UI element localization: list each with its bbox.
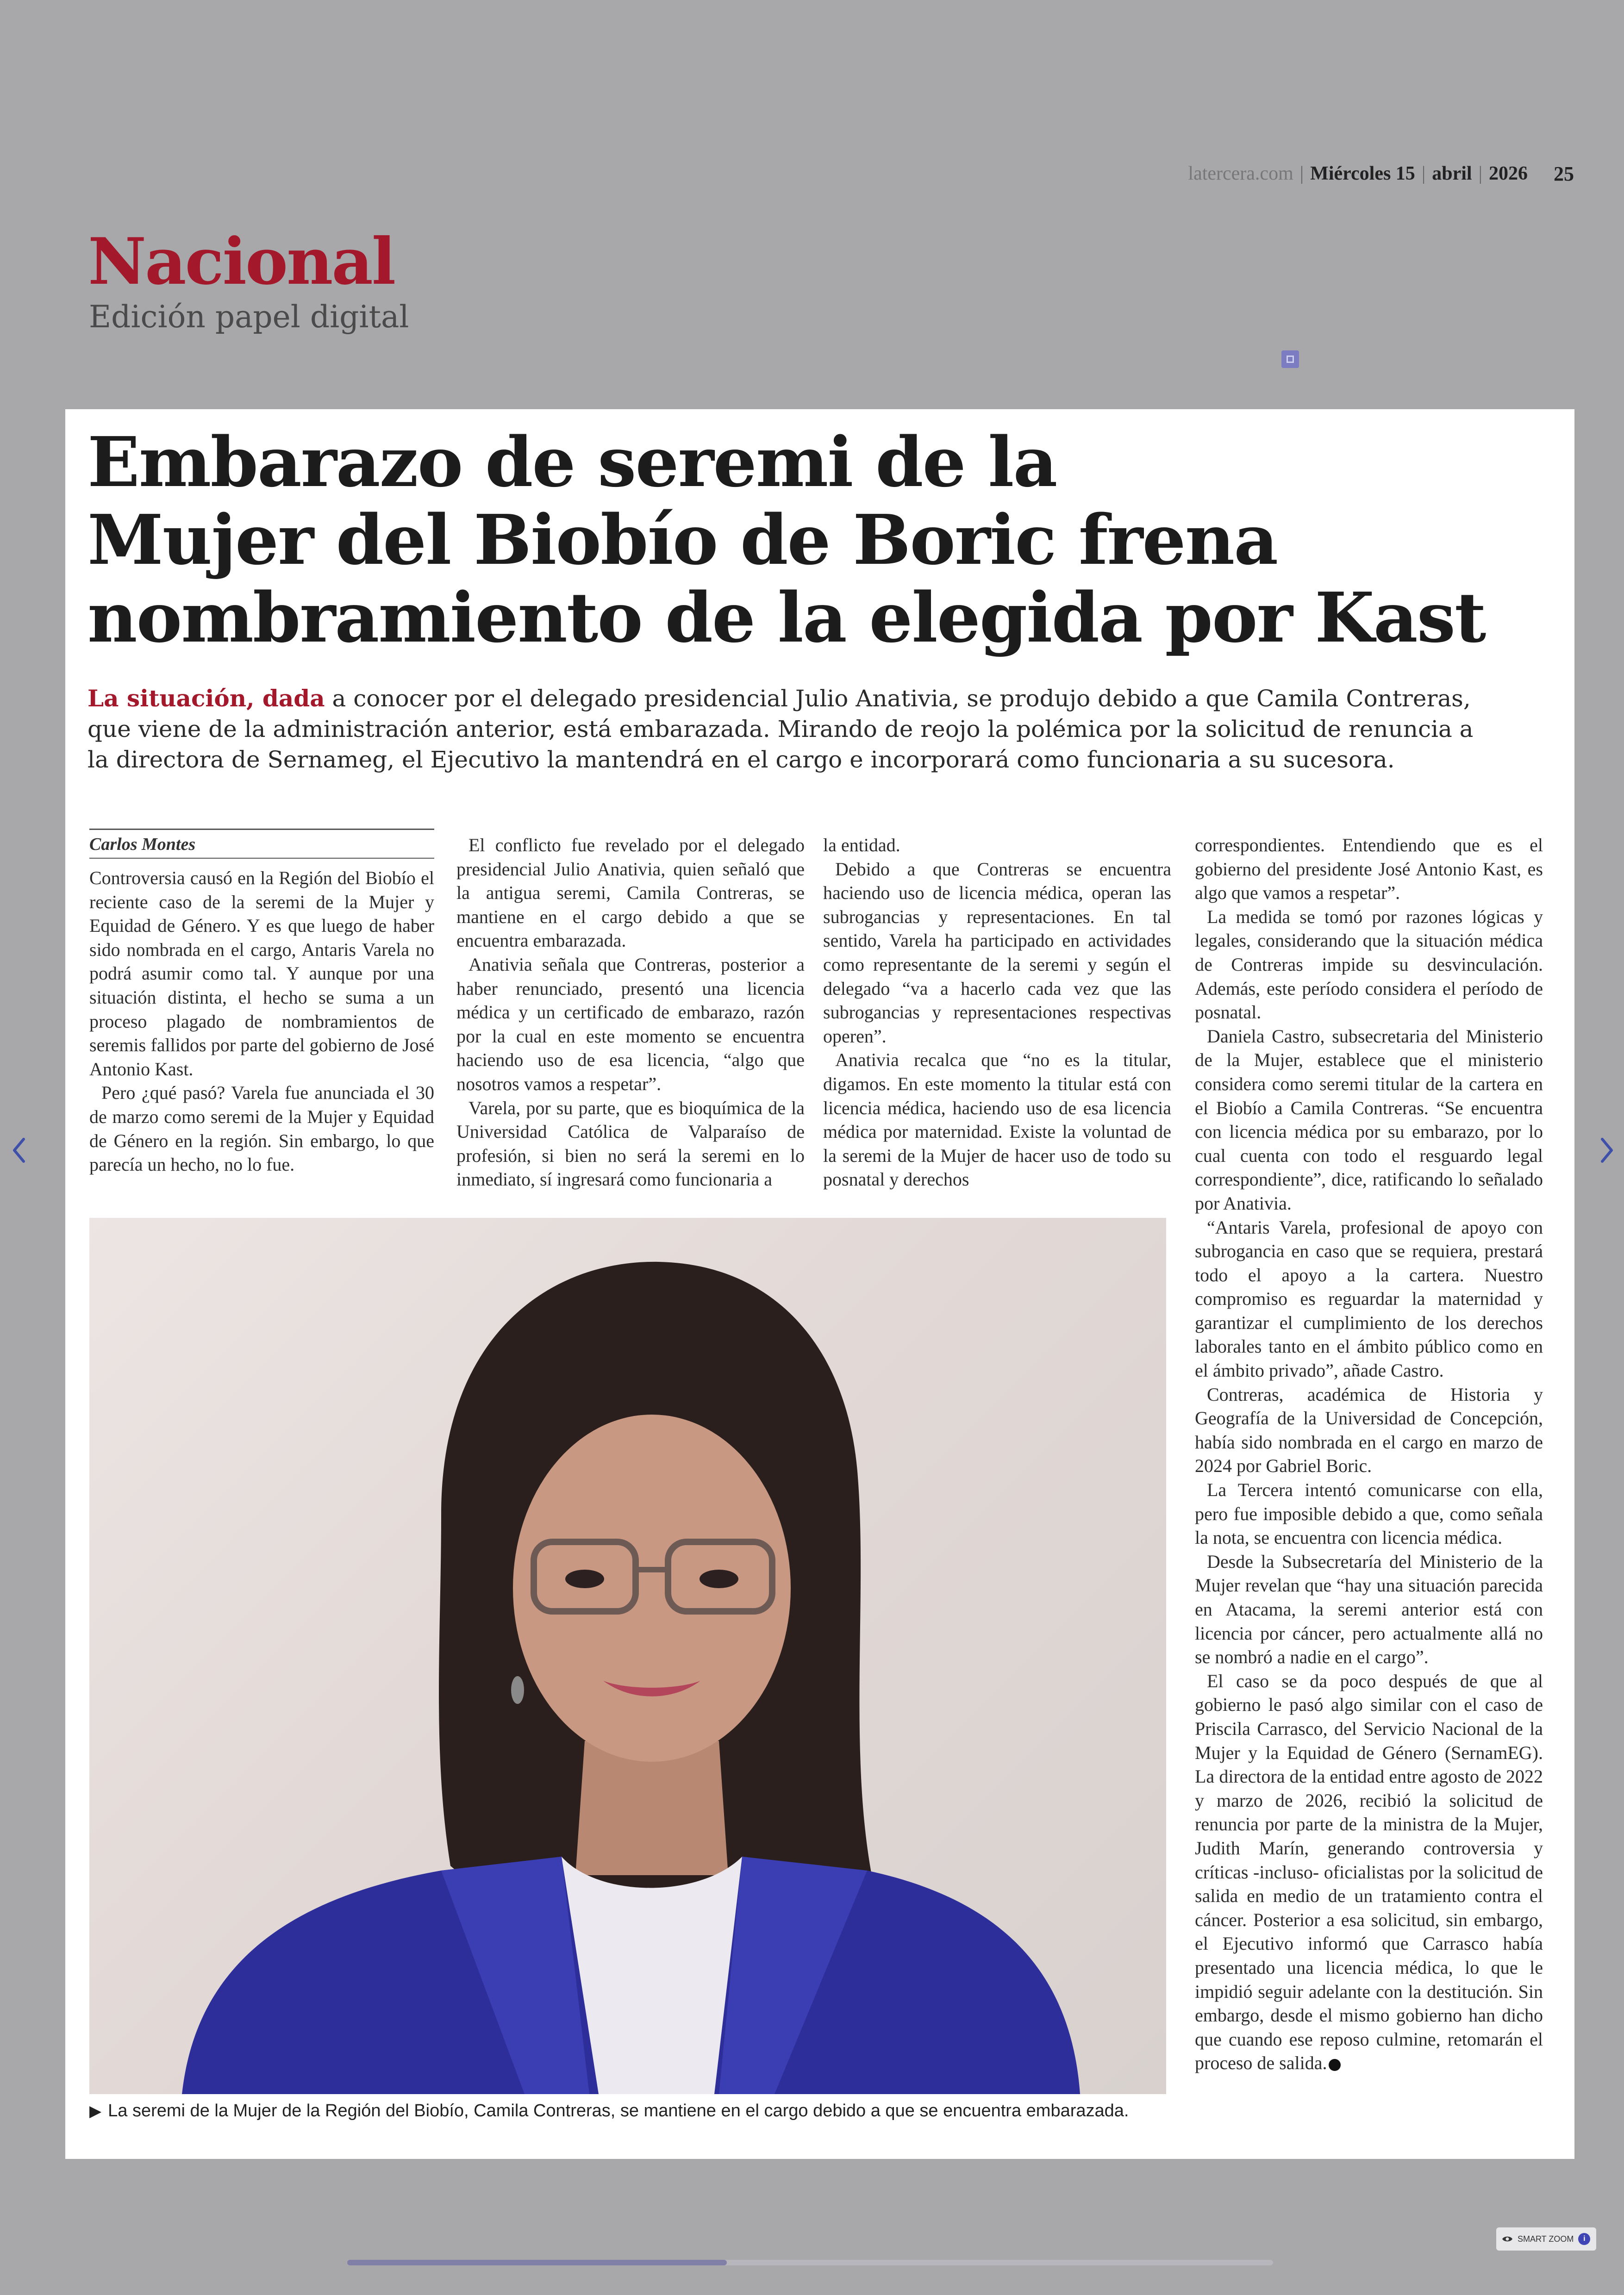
paragraph: El conflicto fue revelado por el delegado presidencial Julio Anativia, quien señaló que la antigua seremi, Camila Contreras, se mantiene en el cargo debido a que se encuentra embarazada. (456, 835, 805, 951)
dateline (995, 160, 1574, 187)
page-scrollbar[interactable] (347, 2260, 1273, 2265)
caption-text: La seremi de la Mujer de la Región del Biobío, Camila Contreras, se mantiene en el cargo debido a que se encuentra embarazada. (108, 2101, 1129, 2120)
section-subtitle: Edición papel digital (89, 299, 409, 335)
paragraph: Anativia recalca que “no es la titular, digamos. En este momento la titular está con licencia médica, haciendo uso de esa licencia médica por maternidad. Existe la voluntad de la seremi de la Mujer de hacer uso de todo su posnatal y derechos (823, 1049, 1171, 1190)
smart-zoom-label: SMART ZOOM (1518, 2234, 1574, 2244)
headline-line: Embarazo de seremi de la (87, 422, 1057, 502)
separator: | (1299, 163, 1304, 184)
paragraph: Contreras, académica de Historia y Geografía de la Universidad de Concepción, había sido nombrada en el cargo en marzo de 2024 por Gabriel Boric. (1195, 1384, 1543, 1477)
headline-line: nombramiento de la elegida por Kast (87, 577, 1486, 658)
caption-arrow-icon: ▶ (89, 2102, 102, 2120)
separator: | (1478, 163, 1482, 184)
chevron-right-icon (1598, 1136, 1616, 1164)
byline: Carlos Montes (89, 829, 434, 859)
lead-text: a conocer por el delegado presidencial Julio Anativia, se produjo debido a que Camila Contreras, que viene de la administración anterior, está embarazada. Mirando de reojo la polémica por la solicitud de renuncia a la directora de Sernameg, el Ejecutivo la mantendrá en el cargo e incorporará como funcionaria a su sucesora. (87, 685, 1474, 773)
paragraph: La Tercera intentó comunicarse con ella, pero fue imposible debido a que, como señala la nota, se encuentra con licencia médica. (1195, 1479, 1543, 1548)
eye-icon (1502, 2235, 1513, 2243)
paragraph: Controversia causó en la Región del Biobío el reciente caso de la seremi de la Mujer y Equidad de Género. Y es que luego de haber sido nombrada en el cargo, Antaris Varela no podrá asumir como tal. Y aunque por una situación distinta, el hecho se suma a un proceso plagado de nombramientos de seremis fallidos por parte del gobierno de José Antonio Kast. (89, 867, 434, 1079)
paragraph: Desde la Subsecretaría del Ministerio de la Mujer revelan que “hay una situación parecida en Atacama, la seremi anterior está con licencia por cáncer, pero actualmente allá no se nombró a nadie en el cargo”. (1195, 1551, 1543, 1668)
site-name: latercera.com (1188, 163, 1293, 184)
section-title: Nacional (88, 224, 395, 299)
article-photo (89, 1218, 1166, 2094)
paragraph-text: El caso se da poco después de que al gobierno le pasó algo similar con el caso de Priscila Carrasco, del Servicio Nacional de la Mujer y la Equidad de Género (SernamEG). La directora de la entidad entre agosto de 2022 y marzo de 2026, recibió la solicitud de renuncia por parte de la ministra de la Mujer, Judith Marín, generando controversia y críticas -incluso- oficialistas por la solicitud de salida en medio de un tratamiento contra el cáncer. Posterior a esa solicitud, sin embargo, el Ejecutivo informó que Carrasco había presentado una licencia médica, lo que le impidió seguir adelante con la destitución. Sin embargo, desde el mismo gobierno han dicho que cuando ese reposo culmine, retomarán el proceso de salida. (1195, 1670, 1543, 2074)
end-mark-icon (1329, 2059, 1341, 2071)
separator: | (1421, 163, 1426, 184)
page-number: 25 (1554, 162, 1574, 185)
column-1 (89, 829, 434, 1177)
headline-line: Mujer del Biobío de Boric frena (87, 499, 1278, 580)
expand-icon[interactable] (1281, 350, 1299, 368)
paragraph: “Antaris Varela, profesional de apoyo con subrogancia en caso que se requiera, prestará todo el apoyo a la cartera. Nuestro compromiso es reguardar la maternidad y garantizar el cumplimiento de los derechos laborales tanto en el ámbito público como en el ámbito privado”, añade Castro. (1195, 1216, 1543, 1381)
date-day: Miércoles 15 (1310, 163, 1415, 184)
column-2 (456, 833, 805, 1191)
date-year: 2026 (1489, 163, 1528, 184)
lead-paragraph (87, 683, 1486, 775)
photo-caption (89, 2099, 1173, 2123)
paragraph: Daniela Castro, subsecretaria del Ministerio de la Mujer, establece que el ministerio considera como seremi titular de la cartera en el Biobío a Camila Contreras. “Se encuentra con licencia médica por su embarazo, por lo cual cuenta con todo el resguardo legal correspondiente”, dice, ratificando lo señalado por Anativia. (1195, 1025, 1543, 1214)
column-3 (823, 833, 1171, 1191)
paragraph: Anativia señala que Contreras, posterior a haber renunciado, presentó una licencia médica y un certificado de embarazo, razón por la cual en este momento se encuentra haciendo uso de esa licencia, “algo que nosotros vamos a respetar”. (456, 954, 805, 1094)
date-month: abril (1432, 163, 1472, 184)
paragraph: Varela, por su parte, que es bioquímica de la Universidad Católica de Valparaíso de profesión, si bien no será la seremi en lo inmediato, sí ingresará como funcionaria a (456, 1097, 805, 1190)
paragraph: La medida se tomó por razones lógicas y legales, considerando que la situación médica de Contreras impide su desvinculación. Además, este período considera el período de posnatal. (1195, 906, 1543, 1023)
paragraph: correspondientes. Entendiendo que es el gobierno del presidente José Antonio Kast, es algo que vamos a respetar”. (1195, 835, 1543, 904)
headline (87, 423, 1532, 656)
article-page (65, 409, 1574, 2159)
lead-highlight: La situación, dada (87, 685, 325, 712)
portrait-illustration (89, 1218, 1166, 2094)
previous-page-button[interactable] (3, 1129, 35, 1171)
next-page-button[interactable] (1591, 1129, 1623, 1171)
paragraph: Debido a que Contreras se encuentra haciendo uso de licencia médica, operan las subrogancias y representaciones. En tal sentido, Varela ha participado en actividades como representante de la seremi y según el delegado “va a hacerlo cada vez que las subrogancias y representaciones respectivas operen”. (823, 858, 1171, 1047)
paragraph-last (1195, 1669, 1543, 2075)
scrollbar-thumb[interactable] (347, 2260, 727, 2265)
column-4 (1195, 833, 1543, 2075)
paragraph: Pero ¿qué pasó? Varela fue anunciada el 30 de marzo como seremi de la Mujer y Equidad de Género en la región. Sin embargo, lo que parecía un hecho, no lo fue. (89, 1082, 434, 1175)
info-icon[interactable]: i (1578, 2233, 1590, 2245)
smart-zoom-button[interactable] (1496, 2227, 1596, 2251)
paragraph: la entidad. (823, 835, 900, 855)
chevron-left-icon (10, 1136, 28, 1164)
